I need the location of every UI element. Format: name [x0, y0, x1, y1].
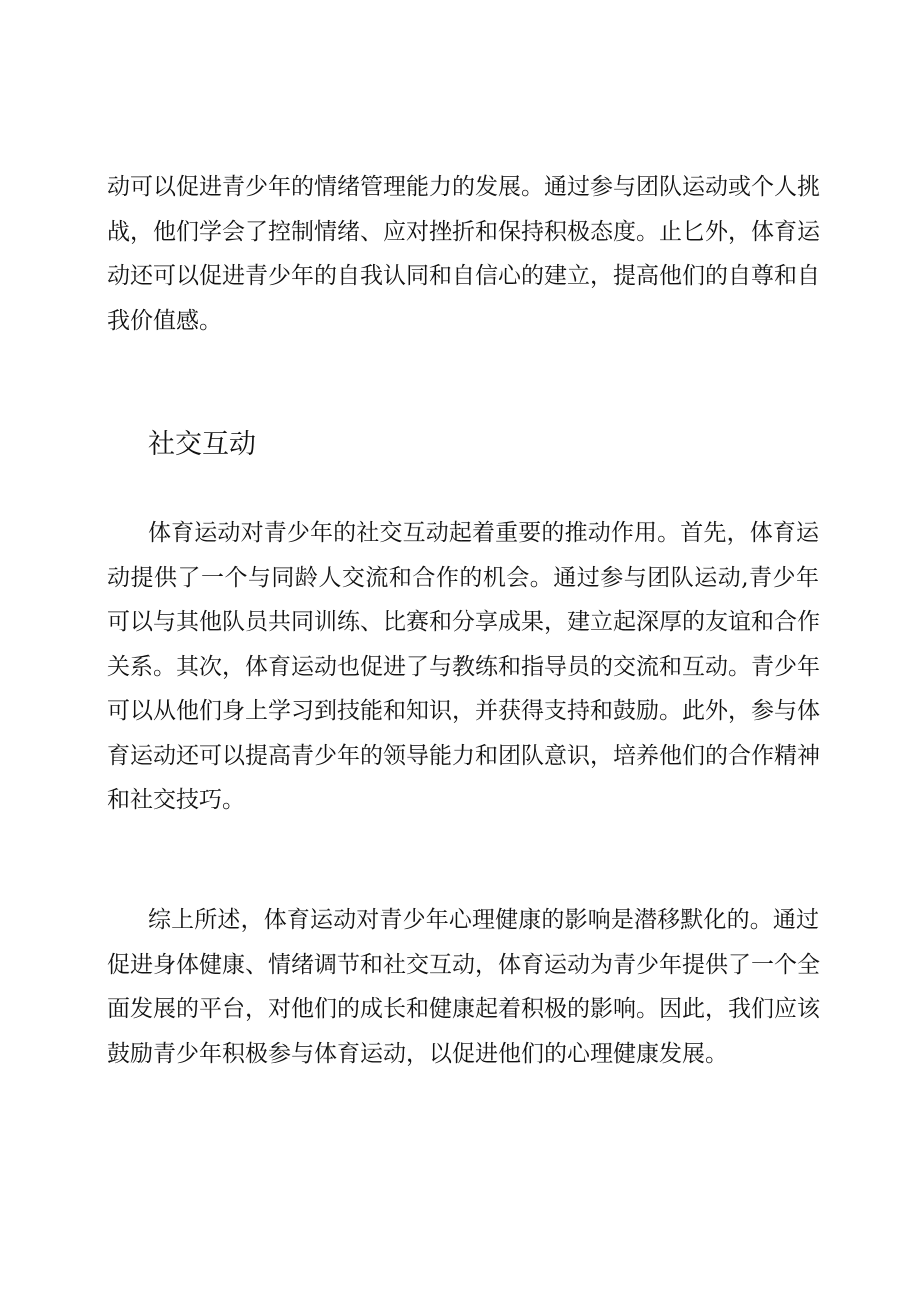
- paragraph-line: 动还可以促进青少年的自我认同和自信心的建立，提高他们的自尊和自: [107, 263, 820, 289]
- paragraph-line: 体育运动对青少年的社交互动起着重要的推动作用。首先，体育运: [148, 520, 819, 546]
- paragraph-line: 战，他们学会了控制情绪、应对挫折和保持积极态度。止匕外，体育运: [107, 218, 820, 245]
- paragraph-line: 动提供了一个与同龄人交流和合作的机会。通过参与团队运动,青少年: [107, 564, 819, 591]
- paragraph-social-interaction: [107, 511, 819, 823]
- paragraph-line: 和社交技巧。: [107, 787, 245, 813]
- paragraph-line: 可以与其他队员共同训练、比赛和分享成果，建立起深厚的友谊和合作: [107, 609, 820, 635]
- paragraph-line: 综上所述，体育运动对青少年心理健康的影响是潜移默化的。通过: [148, 907, 819, 933]
- paragraph-conclusion: [107, 898, 819, 1076]
- paragraph-line: 可以从他们身上学习到技能和知识，并获得支持和鼓励。此外，参与体: [107, 698, 820, 724]
- paragraph-line: 鼓励青少年积极参与体育运动，以促进他们的心理健康发展。: [107, 1040, 728, 1067]
- paragraph-line: 育运动还可以提高青少年的领导能力和团队意识，培养他们的合作精神: [107, 742, 820, 769]
- paragraph-line: 面发展的平台，对他们的成长和健康起着积极的影响。因此，我们应该: [107, 996, 820, 1022]
- section-heading: 社交互动: [148, 429, 256, 460]
- paragraph-line: 我价值感。: [107, 307, 222, 334]
- paragraph-line: 动可以促进青少年的情绪管理能力的发展。通过参与团队运动或个人挑: [107, 174, 820, 200]
- paragraph-line: 促进身体健康、情绪调节和社交互动，体育运动为青少年提供了一个全: [107, 951, 820, 978]
- paragraph-emotional-management: [107, 165, 819, 343]
- paragraph-line: 关系。其次，体育运动也促进了与教练和指导员的交流和互动。青少年: [107, 653, 820, 680]
